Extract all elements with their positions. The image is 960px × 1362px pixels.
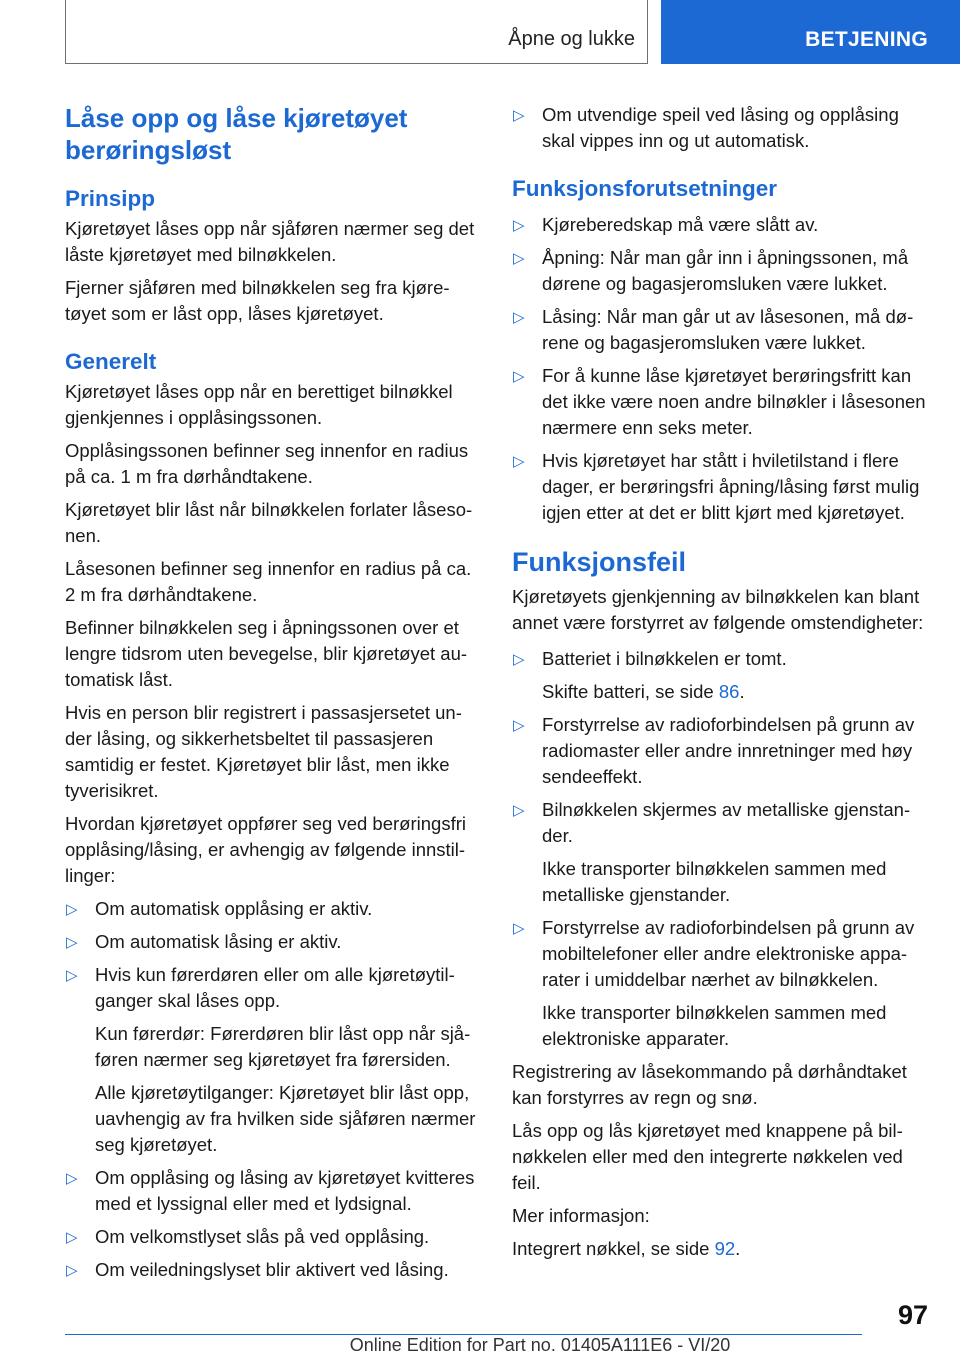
triangle-bullet-icon: ▷	[513, 651, 525, 668]
list-item-text: Om velkomstlyset slås på ved opplåsing.	[95, 1226, 430, 1247]
list-item	[512, 797, 930, 849]
list-item-text: Hvis kun førerdøren eller om alle kjøretøytilganger skal låses opp.	[95, 964, 455, 1011]
header-section-box	[65, 0, 648, 64]
paragraph: Låsesonen befinner seg innenfor en radius på ca. 2 m fra dørhåndtakene.	[65, 558, 472, 605]
triangle-bullet-icon: ▷	[66, 934, 78, 951]
paragraph: Hvordan kjøretøyet oppfører seg ved berøringsfri opplåsing/låsing, er avhengig av følgende innstillinger:	[65, 813, 466, 886]
page-number: 97	[897, 1300, 928, 1330]
triangle-bullet-icon: ▷	[513, 250, 525, 267]
triangle-bullet-icon: ▷	[513, 107, 525, 124]
triangle-bullet-icon: ▷	[513, 920, 525, 937]
list-item	[65, 896, 480, 922]
paragraph: Kjøretøyet låses opp når sjåføren nærmer seg det låste kjøretøyet med bilnøkkelen.	[65, 218, 475, 265]
list-item	[65, 929, 480, 955]
list-item	[512, 304, 930, 356]
list-item	[65, 1165, 480, 1217]
list-item-text: Låsing: Når man går ut av låsesonen, må dørene og bagasjeromsluken være lukket.	[542, 306, 914, 353]
triangle-bullet-icon: ▷	[513, 453, 525, 470]
page-link-92[interactable]: 92	[714, 1238, 736, 1259]
punctuation: .	[735, 1238, 741, 1259]
paragraph: Hvis en person blir registrert i passasjersetet under låsing, og sikkerhetsbeltet til passasjeren samtidig er festet. Kjøretøyet blir låst, men ikke tyverisikret.	[65, 702, 462, 801]
header-section-title: Åpne og lukke	[508, 28, 635, 50]
list-item-text: Forstyrrelse av radioforbindelsen på grunn av mobiltelefoner eller andre elektroniske apparater i umiddelbar nærhet av bilnøkkelen.	[542, 917, 915, 990]
list-item-text: Hvis kjøretøyet har stått i hviletilstand i flere dager, er berøringsfri åpning/låsing først mulig igjen etter at det er blitt kjørt med kjøretøyet.	[542, 450, 920, 523]
punctuation: .	[739, 681, 745, 702]
heading-funksjonsfeil: Funksjonsfeil	[512, 547, 687, 577]
paragraph: Kjøretøyet blir låst når bilnøkkelen forlater låsesonen.	[65, 499, 473, 546]
paragraph	[512, 1236, 930, 1262]
list-item-subtext: Ikke transporter bilnøkkelen sammen med elektroniske apparater.	[542, 1002, 887, 1049]
list-item-text: Forstyrrelse av radioforbindelsen på grunn av radiomaster eller andre innretninger med høy sendeeffekt.	[542, 714, 915, 787]
list-item	[512, 102, 930, 154]
paragraph: Opplåsingssonen befinner seg innenfor en radius på ca. 1 m fra dørhåndtakene.	[65, 440, 469, 487]
list-item-subtext: Alle kjøretøytilganger: Kjøretøyet blir låst opp, uavhengig av fra hvilken side sjåføren nærmer seg kjøretøyet.	[95, 1082, 476, 1155]
triangle-bullet-icon: ▷	[66, 1170, 78, 1187]
right-column	[512, 102, 930, 1262]
list-item-text: For å kunne låse kjøretøyet berøringsfritt kan det ikke være noen andre bilnøkler i låsesonen nærmere enn seks meter.	[542, 365, 926, 438]
list-item-text: Om veiledningslyset blir aktivert ved låsing.	[95, 1259, 449, 1280]
paragraph: Kjøretøyet låses opp når en berettiget bilnøkkel gjenkjennes i opplåsingssonen.	[65, 381, 453, 428]
list-item-text: Om utvendige speil ved låsing og opplåsing skal vippes inn og ut automatisk.	[542, 104, 899, 151]
list-item-subtext	[512, 679, 930, 705]
list-item	[512, 712, 930, 790]
list-item-text: Om automatisk låsing er aktiv.	[95, 931, 342, 952]
list-item	[65, 1224, 480, 1250]
cross-reference-text: Integrert nøkkel, se side	[512, 1238, 715, 1259]
triangle-bullet-icon: ▷	[66, 1229, 78, 1246]
list-item-text: Om opplåsing og låsing av kjøretøyet kvitteres med et lyssignal eller med et lydsignal.	[95, 1167, 475, 1214]
list-item-text: Bilnøkkelen skjermes av metalliske gjenstander.	[542, 799, 911, 846]
list-item-text: Åpning: Når man går inn i åpningssonen, må dørene og bagasjeromsluken være lukket.	[542, 247, 909, 294]
paragraph: Lås opp og lås kjøretøyet med knappene på bilnøkkelen eller med den integrerte nøkkelen ved feil.	[512, 1120, 903, 1193]
left-column	[65, 102, 480, 1283]
triangle-bullet-icon: ▷	[66, 1262, 78, 1279]
list-item	[65, 962, 480, 1014]
paragraph: Kjøretøyets gjenkjenning av bilnøkkelen kan blant annet være forstyrret av følgende omstendigheter:	[512, 586, 924, 633]
paragraph: Registrering av låsekommando på dørhåndtaket kan forstyrres av regn og snø.	[512, 1061, 907, 1108]
list-item	[512, 448, 930, 526]
header-chapter-title: BETJENING	[805, 28, 928, 51]
paragraph: Befinner bilnøkkelen seg i åpningssonen over et lengre tidsrom uten bevegelse, blir kjøretøyet automatisk låst.	[65, 617, 468, 690]
triangle-bullet-icon: ▷	[513, 717, 525, 734]
list-item	[512, 646, 930, 672]
page-title: Låse opp og låse kjøretøyet berøringsløst	[65, 103, 408, 165]
triangle-bullet-icon: ▷	[513, 309, 525, 326]
list-item-text: Om automatisk opplåsing er aktiv.	[95, 898, 373, 919]
list-item-subtext: Kun førerdør: Førerdøren blir låst opp når sjåføren nærmer seg kjøretøyet fra førersiden.	[95, 1023, 471, 1070]
list-item-subtext: Ikke transporter bilnøkkelen sammen med metalliske gjenstander.	[542, 858, 887, 905]
triangle-bullet-icon: ▷	[66, 967, 78, 984]
triangle-bullet-icon: ▷	[66, 901, 78, 918]
heading-funksjonsforutsetninger: Funksjonsforutsetninger	[512, 176, 778, 201]
footer-edition: Online Edition for Part no. 01405A111E6 - VI/20	[349, 1335, 731, 1355]
header-chapter-tab	[661, 0, 960, 64]
paragraph: Fjerner sjåføren med bilnøkkelen seg fra kjøretøyet som er låst opp, låses kjøretøyet.	[65, 277, 450, 324]
list-item-text: Batteriet i bilnøkkelen er tomt.	[542, 648, 787, 669]
heading-prinsipp: Prinsipp	[65, 186, 156, 211]
heading-generelt: Generelt	[65, 349, 157, 374]
list-item	[65, 1257, 480, 1283]
list-item	[512, 212, 930, 238]
list-item	[512, 245, 930, 297]
triangle-bullet-icon: ▷	[513, 217, 525, 234]
triangle-bullet-icon: ▷	[513, 368, 525, 385]
list-item	[512, 915, 930, 993]
cross-reference-text: Skifte batteri, se side	[542, 681, 719, 702]
list-item-text: Kjøreberedskap må være slått av.	[542, 214, 819, 235]
page-link-86[interactable]: 86	[718, 681, 740, 702]
list-item	[512, 363, 930, 441]
triangle-bullet-icon: ▷	[513, 802, 525, 819]
paragraph: Mer informasjon:	[512, 1205, 650, 1226]
